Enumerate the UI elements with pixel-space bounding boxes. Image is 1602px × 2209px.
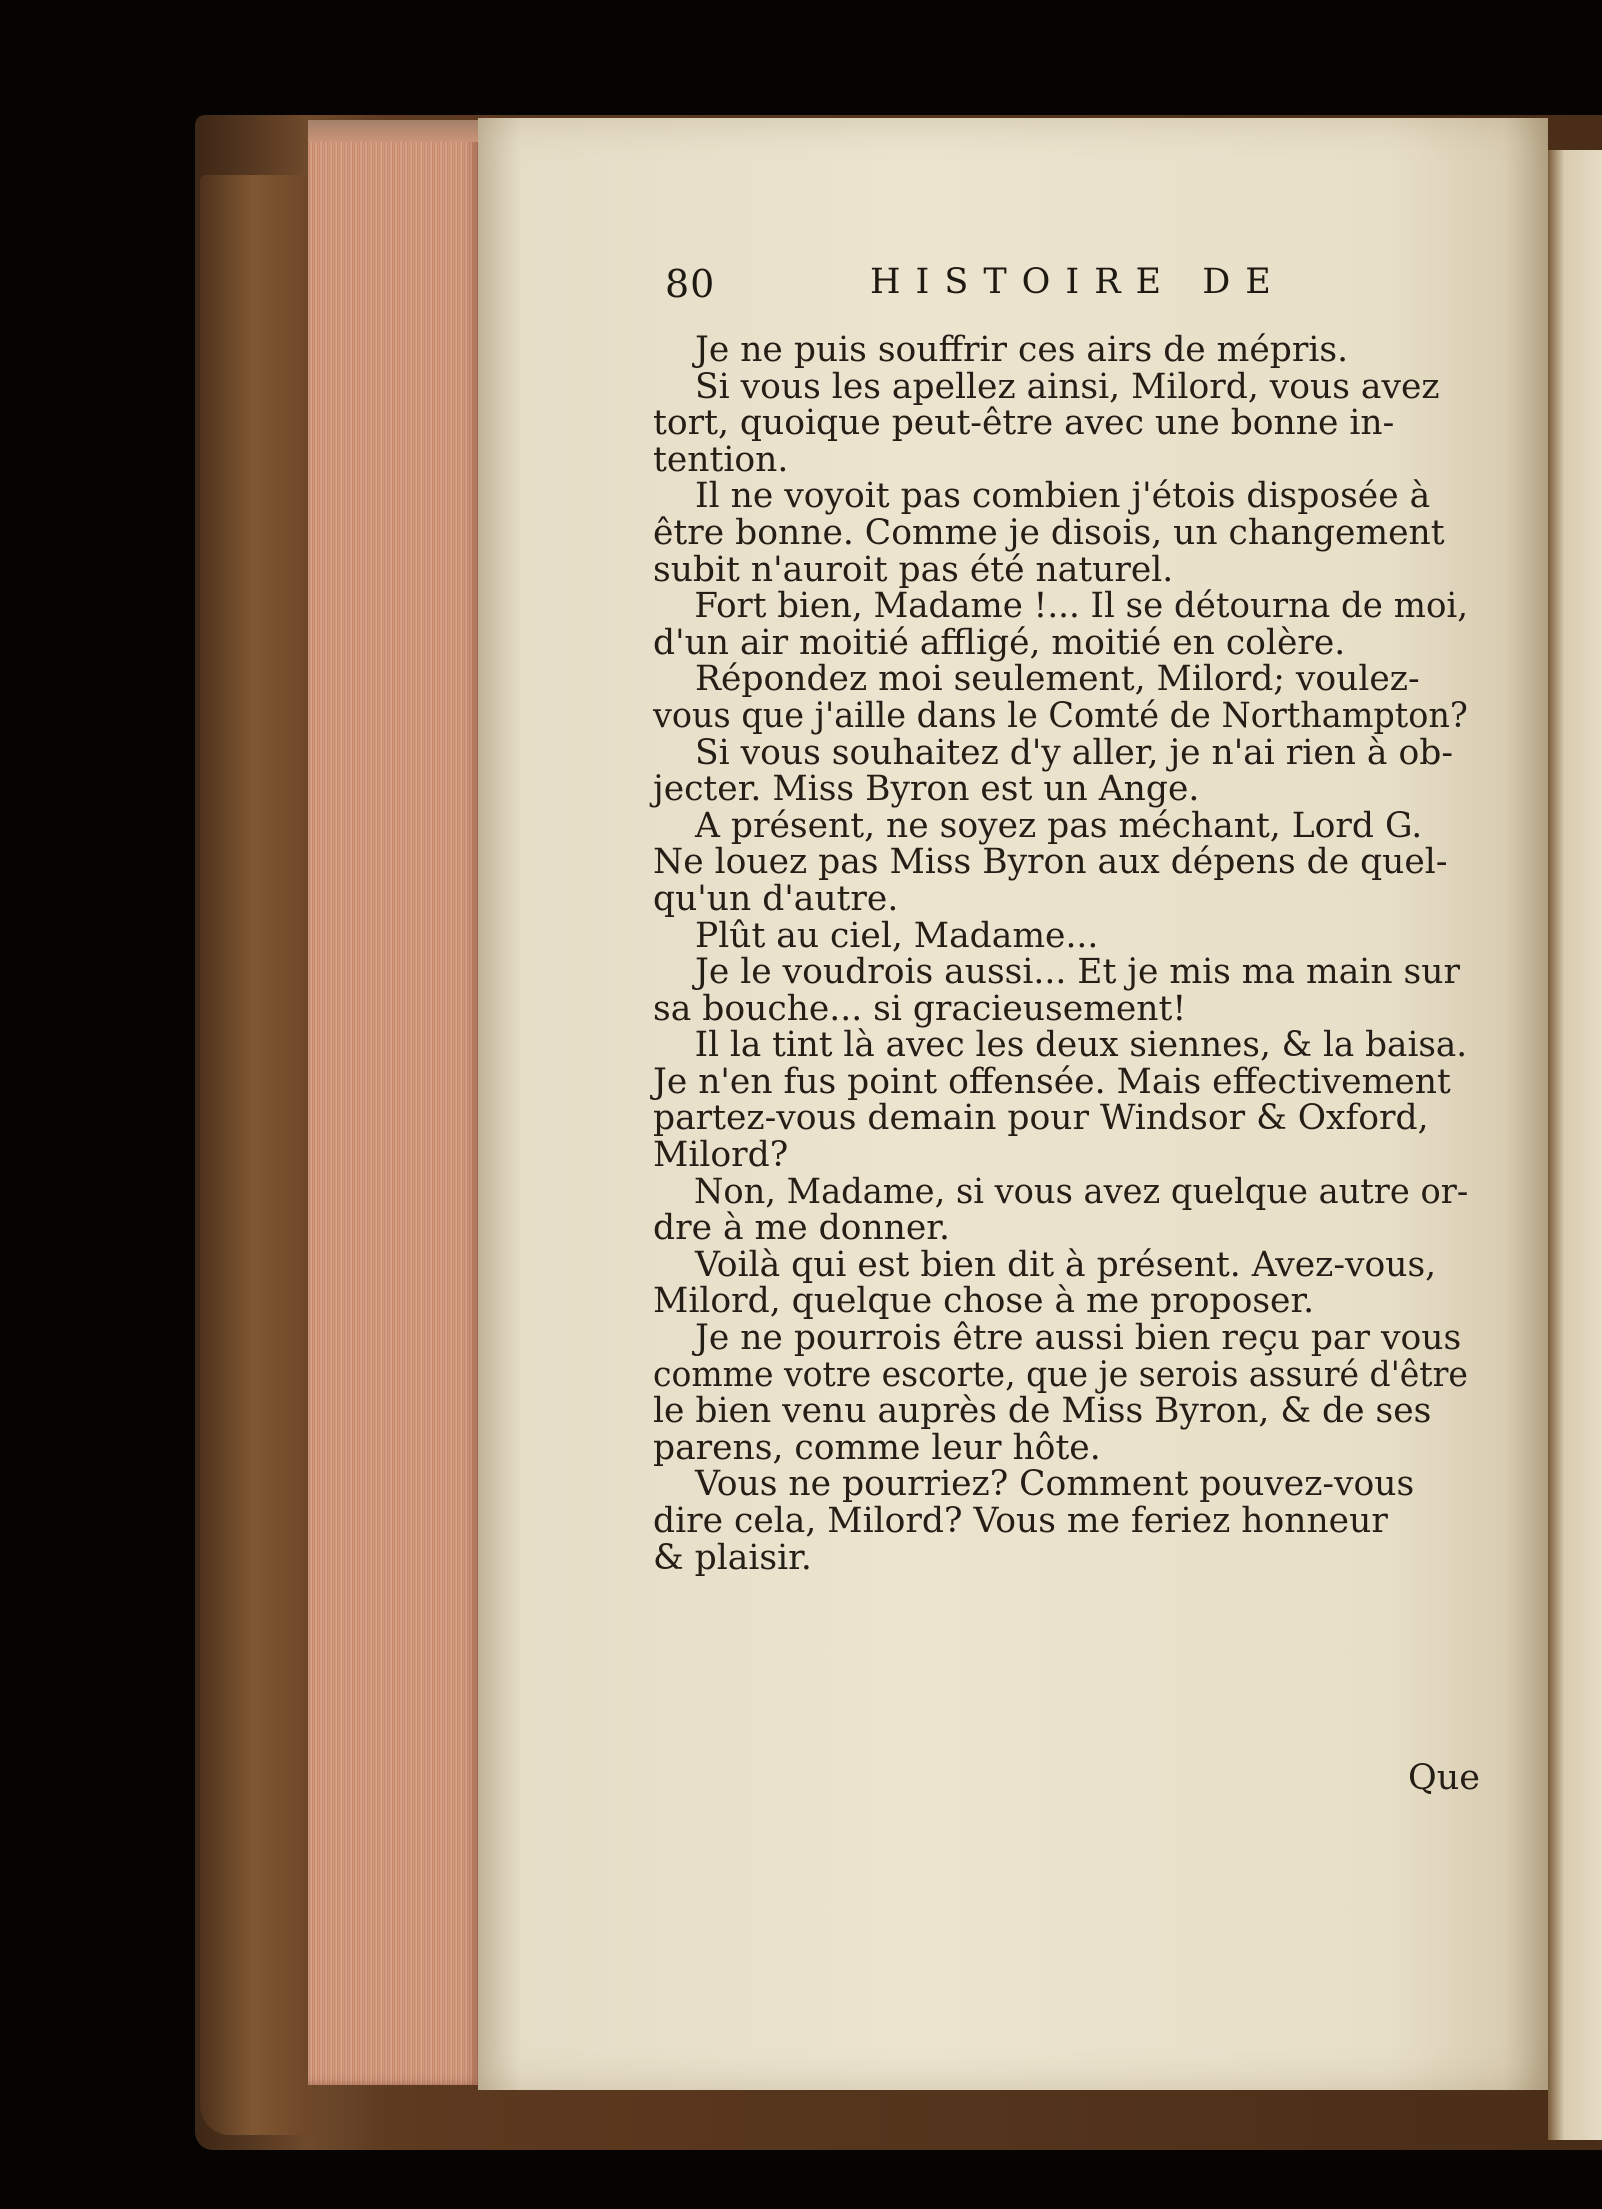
text-line: d'un air moitié affligé, moitié en colère. (653, 622, 1346, 663)
text-line: & plaisir. (653, 1537, 812, 1578)
text-line: Je n'en fus point offensée. Mais effectivement (653, 1061, 1451, 1102)
text-line: Plût au ciel, Madame... (695, 915, 1099, 956)
text-line: Ne louez pas Miss Byron aux dépens de quel- (653, 842, 1448, 883)
facing-page-edge (1548, 150, 1602, 2140)
text-line: subit n'auroit pas été naturel. (653, 549, 1174, 590)
page-number: 80 (665, 262, 716, 306)
text-line: sa bouche... si gracieusement! (653, 988, 1187, 1029)
text-line: tention. (653, 439, 789, 480)
text-line: Je ne pourrois être aussi bien reçu par vous (695, 1318, 1462, 1359)
text-line: A présent, ne soyez pas méchant, Lord G. (695, 805, 1423, 846)
text-line: Je le voudrois aussi... Et je mis ma main sur (695, 952, 1460, 993)
text-line: Il la tint là avec les deux siennes, & la baisa. (694, 1025, 1468, 1066)
text-line: comme votre escorte, que je serois assuré d'être (653, 1354, 1468, 1395)
body-text (653, 332, 1468, 1576)
catchword: Que (1408, 1758, 1480, 1798)
text-line: être bonne. Comme je disois, un changement (653, 512, 1445, 553)
text-line: jecter. Miss Byron est un Ange. (653, 769, 1200, 810)
text-line: Milord, quelque chose à me proposer. (653, 1281, 1315, 1322)
text-line: Milord? (653, 1135, 789, 1176)
text-line: Si vous les apellez ainsi, Milord, vous avez (695, 366, 1440, 407)
text-line: Fort bien, Madame !... Il se détourna de moi, (694, 586, 1469, 627)
text-line: dire cela, Milord? Vous me feriez honneur (653, 1501, 1388, 1541)
page-fore-edge-top (308, 120, 480, 142)
text-line: Il ne voyoit pas combien j'étois disposée à (695, 476, 1431, 517)
text-line: qu'un d'autre. (653, 878, 899, 919)
text-line: Répondez moi seulement, Milord; voulez- (695, 659, 1420, 700)
page-fore-edge (308, 120, 480, 2085)
text-line: Voilà qui est bien dit à présent. Avez-vous, (695, 1244, 1437, 1285)
text-line: Je ne puis souffrir ces airs de mépris. (695, 330, 1349, 370)
text-line: Non, Madame, si vous avez quelque autre or- (693, 1171, 1469, 1212)
text-line: Si vous souhaitez d'y aller, je n'ai rien à ob- (695, 732, 1453, 773)
text-line: Vous ne pourriez? Comment pouvez-vous (695, 1464, 1415, 1505)
text-line: le bien venu auprès de Miss Byron, & de ses (653, 1391, 1432, 1432)
text-line: tort, quoique peut-être avec une bonne in- (653, 403, 1395, 444)
running-title: HISTOIRE DE (870, 262, 1286, 302)
page-header (665, 262, 1565, 322)
text-line: dre à me donner. (653, 1208, 950, 1249)
cover-edge (200, 175, 318, 2135)
text-line: vous que j'aille dans le Comté de Northampton? (653, 695, 1468, 736)
text-line: partez-vous demain pour Windsor & Oxford, (653, 1098, 1429, 1139)
text-line: parens, comme leur hôte. (653, 1427, 1101, 1468)
